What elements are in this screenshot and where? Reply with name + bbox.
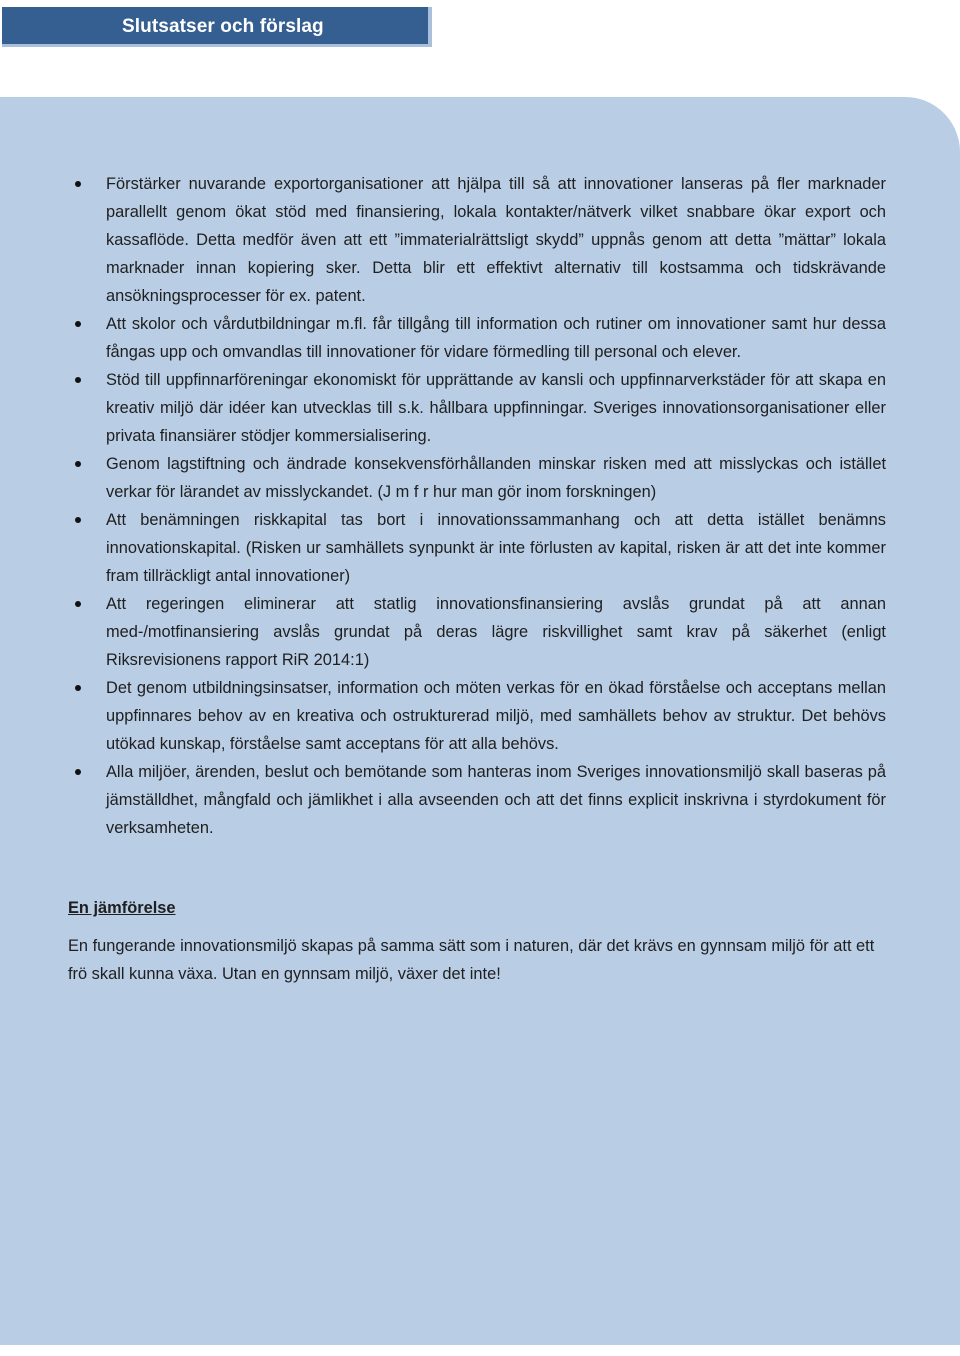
comparison-heading: En jämförelse <box>68 899 176 917</box>
bullet-dot-icon <box>75 769 81 775</box>
bullet-item <box>0 674 960 758</box>
bullet-dot-icon <box>75 321 81 327</box>
comparison-section <box>68 894 888 988</box>
comparison-text: En fungerande innovationsmiljö skapas på samma sätt som i naturen, där det krävs en gynnsam miljö för att ett frö skall kunna växa. Utan en gynnsam miljö, växer det inte! <box>68 937 875 983</box>
bullet-dot-icon <box>75 685 81 691</box>
section-title: Slutsatser och förslag <box>122 16 324 37</box>
bullet-item <box>0 450 960 506</box>
bullet-text: Att benämningen riskkapital tas bort i innovationssammanhang och att detta istället benämns innovationskapital. (Risken ur samhällets synpunkt är inte förlusten av kapital, risken är att det inte kommer fram tillräckligt antal innovationer) <box>106 511 886 585</box>
bullet-dot-icon <box>75 601 81 607</box>
bullet-item <box>0 366 960 450</box>
bullet-text: Att regeringen eliminerar att statlig innovationsfinansiering avslås grundat på att annan med-/motfinansiering avslås grundat på deras lägre riskvillighet samt krav på säkerhet (enligt Riksrevisionens rapport RiR 2014:1) <box>106 595 886 669</box>
bullet-dot-icon <box>75 181 81 187</box>
bullet-text: Genom lagstiftning och ändrade konsekvensförhållanden minskar risken med att misslyckas och istället verkar för lärandet av misslyckandet. (J m f r hur man gör inom forskningen) <box>106 455 886 501</box>
bullet-item <box>0 506 960 590</box>
bullet-dot-icon <box>75 517 81 523</box>
bullet-list <box>0 170 960 842</box>
bullet-dot-icon <box>75 461 81 467</box>
bullet-text: Att skolor och vårdutbildningar m.fl. får tillgång till information och rutiner om innovationer samt hur dessa fångas upp och omvandlas till innovationer för vidare förmedling till personal och elever. <box>106 315 886 361</box>
bullet-item <box>0 170 960 310</box>
bullet-item <box>0 590 960 674</box>
bullet-item <box>0 758 960 842</box>
section-header <box>2 7 432 47</box>
bullet-dot-icon <box>75 377 81 383</box>
bullet-text: Det genom utbildningsinsatser, information och möten verkas för en ökad förståelse och acceptans mellan uppfinnares behov av en kreativa och ostrukturerad miljö, med samhällets behov av struktur. Det behövs utökad kunskap, förståelse samt acceptans för att alla behövs. <box>106 679 886 753</box>
bullet-text: Alla miljöer, ärenden, beslut och bemötande som hanteras inom Sveriges innovationsmiljö skall baseras på jämställdhet, mångfald och jämlikhet i alla avseenden och att det finns explicit inskrivna i styrdokument för verksamheten. <box>106 763 886 837</box>
bullet-item <box>0 310 960 366</box>
bullet-text: Förstärker nuvarande exportorganisationer att hjälpa till så att innovationer lanseras på fler marknader parallellt genom ökat stöd med finansiering, lokala kontakter/nätverk vilket snabbare ökar export och kassaflöde. Detta medför även att ett ”immaterialrättsligt skydd” uppnås genom att detta ”mättar” lokala marknader innan kopiering sker. Detta blir ett effektivt alternativ till kostsamma och tidskrävande ansökningsprocesser för ex. patent. <box>106 175 886 305</box>
bullet-text: Stöd till uppfinnarföreningar ekonomiskt för upprättande av kansli och uppfinnarverkstäder för att skapa en kreativ miljö där idéer kan utvecklas till s.k. hållbara uppfinningar. Sveriges innovationsorganisationer eller privata finansiärer stödjer kommersialisering. <box>106 371 886 445</box>
